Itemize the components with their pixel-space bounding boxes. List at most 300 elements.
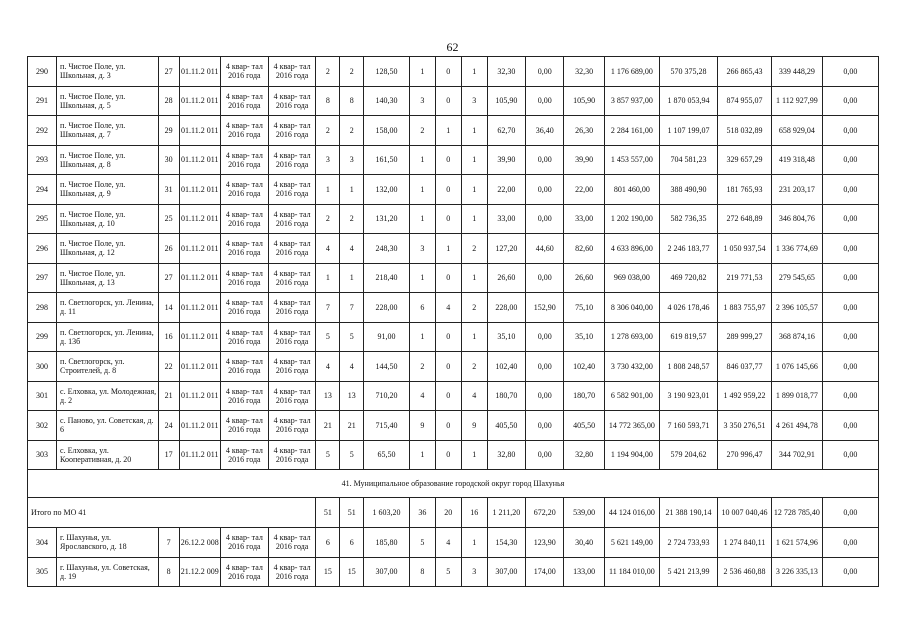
cell-s2: 1 808 248,57 <box>659 352 717 382</box>
cell-c6: 1 <box>461 145 487 175</box>
cell-s4: 231 203,17 <box>771 175 822 205</box>
cell-c5: 0 <box>435 352 461 382</box>
cell-a2: 44,60 <box>526 234 564 264</box>
cell-a2: 174,00 <box>526 557 564 587</box>
cell-c1: 24 <box>158 411 179 441</box>
cell-a1: 405,50 <box>487 411 525 441</box>
cell-area: 132,00 <box>364 175 410 205</box>
cell-c6: 1 <box>461 116 487 146</box>
total-cell: 16 <box>461 498 487 528</box>
total-cell: 44 124 016,00 <box>604 498 659 528</box>
cell-q1: 4 квар- тал 2016 года <box>221 528 269 558</box>
cell-a3: 105,90 <box>564 86 604 116</box>
housing-register-table <box>27 56 879 587</box>
cell-c3: 2 <box>340 57 364 87</box>
cell-addr: п. Чистое Поле, ул. Школьная, д. 13 <box>57 263 159 293</box>
cell-c1: 27 <box>158 57 179 87</box>
total-cell: 20 <box>435 498 461 528</box>
cell-addr: п. Чистое Поле, ул. Школьная, д. 12 <box>57 234 159 264</box>
cell-c4: 1 <box>409 263 435 293</box>
cell-s4: 4 261 494,78 <box>771 411 822 441</box>
cell-c3: 1 <box>340 175 364 205</box>
cell-c5: 5 <box>435 557 461 587</box>
cell-s5: 0,00 <box>822 204 878 234</box>
cell-c4: 9 <box>409 411 435 441</box>
cell-c4: 1 <box>409 57 435 87</box>
cell-a1: 22,00 <box>487 175 525 205</box>
cell-c5: 4 <box>435 293 461 323</box>
cell-c3: 21 <box>340 411 364 441</box>
cell-n: 301 <box>28 381 57 411</box>
cell-s1: 1 278 693,00 <box>604 322 659 352</box>
cell-c4: 1 <box>409 440 435 470</box>
cell-q2: 4 квар- тал 2016 года <box>268 322 316 352</box>
cell-s2: 388 490,90 <box>659 175 717 205</box>
cell-date: 01.11.2 011 <box>179 381 221 411</box>
total-cell: 21 388 190,14 <box>659 498 717 528</box>
cell-c3: 13 <box>340 381 364 411</box>
cell-area: 144,50 <box>364 352 410 382</box>
table-row <box>28 263 879 293</box>
cell-addr: п. Чистое Поле, ул. Школьная, д. 10 <box>57 204 159 234</box>
cell-s2: 3 190 923,01 <box>659 381 717 411</box>
cell-s4: 658 929,04 <box>771 116 822 146</box>
cell-s5: 0,00 <box>822 175 878 205</box>
cell-n: 293 <box>28 145 57 175</box>
cell-q1: 4 квар- тал 2016 года <box>221 57 269 87</box>
cell-date: 01.11.2 011 <box>179 293 221 323</box>
cell-a2: 123,90 <box>526 528 564 558</box>
cell-a3: 180,70 <box>564 381 604 411</box>
cell-s3: 219 771,53 <box>718 263 772 293</box>
cell-date: 01.11.2 011 <box>179 175 221 205</box>
cell-a3: 22,00 <box>564 175 604 205</box>
cell-s5: 0,00 <box>822 322 878 352</box>
cell-q2: 4 квар- тал 2016 года <box>268 381 316 411</box>
cell-n: 296 <box>28 234 57 264</box>
cell-area: 307,00 <box>364 557 410 587</box>
cell-date: 01.11.2 011 <box>179 86 221 116</box>
cell-q1: 4 квар- тал 2016 года <box>221 381 269 411</box>
cell-a1: 32,80 <box>487 440 525 470</box>
cell-s3: 1 492 959,22 <box>718 381 772 411</box>
cell-c2: 6 <box>316 528 340 558</box>
cell-s1: 4 633 896,00 <box>604 234 659 264</box>
cell-date: 01.11.2 011 <box>179 263 221 293</box>
cell-q2: 4 квар- тал 2016 года <box>268 86 316 116</box>
cell-s4: 339 448,29 <box>771 57 822 87</box>
cell-q1: 4 квар- тал 2016 года <box>221 293 269 323</box>
cell-q1: 4 квар- тал 2016 года <box>221 116 269 146</box>
cell-a2: 0,00 <box>526 352 564 382</box>
cell-n: 295 <box>28 204 57 234</box>
cell-c2: 2 <box>316 204 340 234</box>
cell-s3: 3 350 276,51 <box>718 411 772 441</box>
cell-addr: г. Шахунья, ул. Ярославского, д. 18 <box>57 528 159 558</box>
cell-c6: 1 <box>461 175 487 205</box>
cell-date: 01.11.2 011 <box>179 57 221 87</box>
cell-s1: 3 857 937,00 <box>604 86 659 116</box>
cell-q1: 4 квар- тал 2016 года <box>221 145 269 175</box>
cell-a2: 0,00 <box>526 440 564 470</box>
cell-c6: 1 <box>461 528 487 558</box>
cell-s1: 1 202 190,00 <box>604 204 659 234</box>
total-label: Итого по МО 41 <box>28 498 316 528</box>
cell-s5: 0,00 <box>822 557 878 587</box>
cell-a1: 307,00 <box>487 557 525 587</box>
cell-addr: п. Светлогорск, ул. Ленина, д. 11 <box>57 293 159 323</box>
total-cell: 12 728 785,40 <box>771 498 822 528</box>
cell-date: 01.11.2 011 <box>179 411 221 441</box>
cell-c5: 0 <box>435 145 461 175</box>
cell-s2: 570 375,28 <box>659 57 717 87</box>
page-number: 62 <box>446 40 459 54</box>
cell-s2: 4 026 178,46 <box>659 293 717 323</box>
cell-s1: 1 176 689,00 <box>604 57 659 87</box>
cell-c1: 30 <box>158 145 179 175</box>
table-row <box>28 528 879 558</box>
cell-s2: 2 724 733,93 <box>659 528 717 558</box>
cell-s3: 266 865,43 <box>718 57 772 87</box>
cell-c3: 3 <box>340 145 364 175</box>
cell-s3: 181 765,93 <box>718 175 772 205</box>
cell-a3: 33,00 <box>564 204 604 234</box>
total-row <box>28 498 879 528</box>
cell-n: 303 <box>28 440 57 470</box>
cell-s4: 1 899 018,77 <box>771 381 822 411</box>
cell-s4: 1 336 774,69 <box>771 234 822 264</box>
cell-c6: 2 <box>461 352 487 382</box>
table-row <box>28 145 879 175</box>
cell-s1: 11 184 010,00 <box>604 557 659 587</box>
cell-n: 297 <box>28 263 57 293</box>
table-row <box>28 57 879 87</box>
cell-c5: 0 <box>435 322 461 352</box>
cell-a3: 82,60 <box>564 234 604 264</box>
cell-a1: 154,30 <box>487 528 525 558</box>
cell-a1: 62,70 <box>487 116 525 146</box>
cell-s5: 0,00 <box>822 411 878 441</box>
cell-n: 305 <box>28 557 57 587</box>
cell-s1: 1 194 904,00 <box>604 440 659 470</box>
cell-c4: 5 <box>409 528 435 558</box>
cell-a2: 0,00 <box>526 204 564 234</box>
cell-s1: 14 772 365,00 <box>604 411 659 441</box>
cell-c5: 0 <box>435 263 461 293</box>
cell-area: 248,30 <box>364 234 410 264</box>
cell-s5: 0,00 <box>822 86 878 116</box>
cell-q2: 4 квар- тал 2016 года <box>268 57 316 87</box>
cell-addr: п. Чистое Поле, ул. Школьная, д. 8 <box>57 145 159 175</box>
total-cell: 1 211,20 <box>487 498 525 528</box>
cell-a1: 32,30 <box>487 57 525 87</box>
cell-date: 01.11.2 011 <box>179 204 221 234</box>
cell-q1: 4 квар- тал 2016 года <box>221 234 269 264</box>
cell-s5: 0,00 <box>822 57 878 87</box>
cell-c3: 4 <box>340 234 364 264</box>
cell-c1: 7 <box>158 528 179 558</box>
cell-addr: п. Чистое Поле, ул. Школьная, д. 5 <box>57 86 159 116</box>
cell-s1: 5 621 149,00 <box>604 528 659 558</box>
cell-a2: 0,00 <box>526 175 564 205</box>
cell-s3: 1 050 937,54 <box>718 234 772 264</box>
cell-a2: 0,00 <box>526 322 564 352</box>
total-cell: 51 <box>340 498 364 528</box>
cell-n: 304 <box>28 528 57 558</box>
cell-q2: 4 квар- тал 2016 года <box>268 204 316 234</box>
cell-a3: 133,00 <box>564 557 604 587</box>
table-body-top <box>28 57 879 470</box>
cell-s5: 0,00 <box>822 440 878 470</box>
cell-s2: 2 246 183,77 <box>659 234 717 264</box>
cell-s5: 0,00 <box>822 145 878 175</box>
cell-s4: 1 076 145,66 <box>771 352 822 382</box>
table-row <box>28 411 879 441</box>
table-body-bottom <box>28 528 879 587</box>
cell-c1: 31 <box>158 175 179 205</box>
cell-a1: 33,00 <box>487 204 525 234</box>
cell-s5: 0,00 <box>822 293 878 323</box>
cell-c6: 1 <box>461 263 487 293</box>
cell-q1: 4 квар- тал 2016 года <box>221 557 269 587</box>
cell-area: 710,20 <box>364 381 410 411</box>
cell-q1: 4 квар- тал 2016 года <box>221 86 269 116</box>
cell-c5: 1 <box>435 116 461 146</box>
cell-q1: 4 квар- тал 2016 года <box>221 411 269 441</box>
cell-s1: 3 730 432,00 <box>604 352 659 382</box>
cell-c2: 5 <box>316 440 340 470</box>
total-cell: 10 007 040,46 <box>718 498 772 528</box>
cell-c6: 2 <box>461 293 487 323</box>
cell-s3: 518 032,89 <box>718 116 772 146</box>
cell-date: 01.11.2 011 <box>179 440 221 470</box>
cell-s3: 329 657,29 <box>718 145 772 175</box>
cell-a2: 0,00 <box>526 411 564 441</box>
cell-c5: 0 <box>435 175 461 205</box>
cell-c2: 3 <box>316 145 340 175</box>
cell-c1: 27 <box>158 263 179 293</box>
cell-s4: 346 804,76 <box>771 204 822 234</box>
total-cell: 539,00 <box>564 498 604 528</box>
cell-c4: 3 <box>409 234 435 264</box>
cell-s2: 5 421 213,99 <box>659 557 717 587</box>
cell-date: 01.11.2 011 <box>179 352 221 382</box>
cell-c2: 8 <box>316 86 340 116</box>
cell-c4: 6 <box>409 293 435 323</box>
cell-area: 140,30 <box>364 86 410 116</box>
cell-s3: 270 996,47 <box>718 440 772 470</box>
cell-s1: 969 038,00 <box>604 263 659 293</box>
cell-date: 01.11.2 011 <box>179 234 221 264</box>
cell-c3: 7 <box>340 293 364 323</box>
cell-addr: п. Светлогорск, ул. Строителей, д. 8 <box>57 352 159 382</box>
total-cell: 36 <box>409 498 435 528</box>
cell-area: 218,40 <box>364 263 410 293</box>
cell-a1: 105,90 <box>487 86 525 116</box>
cell-date: 26.12.2 008 <box>179 528 221 558</box>
cell-s5: 0,00 <box>822 352 878 382</box>
cell-q2: 4 квар- тал 2016 года <box>268 293 316 323</box>
cell-q1: 4 квар- тал 2016 года <box>221 322 269 352</box>
cell-c4: 8 <box>409 557 435 587</box>
cell-area: 161,50 <box>364 145 410 175</box>
cell-c4: 1 <box>409 204 435 234</box>
cell-a1: 127,20 <box>487 234 525 264</box>
cell-q2: 4 квар- тал 2016 года <box>268 175 316 205</box>
cell-c5: 0 <box>435 440 461 470</box>
cell-a3: 26,30 <box>564 116 604 146</box>
table-row <box>28 381 879 411</box>
cell-s5: 0,00 <box>822 528 878 558</box>
table-row <box>28 86 879 116</box>
cell-c5: 0 <box>435 204 461 234</box>
cell-q2: 4 квар- тал 2016 года <box>268 145 316 175</box>
cell-c6: 3 <box>461 86 487 116</box>
cell-s3: 1 274 840,11 <box>718 528 772 558</box>
cell-c6: 1 <box>461 322 487 352</box>
total-cell: 1 603,20 <box>364 498 410 528</box>
cell-addr: п. Светлогорск, ул. Ленина, д. 13б <box>57 322 159 352</box>
cell-s5: 0,00 <box>822 381 878 411</box>
cell-area: 91,00 <box>364 322 410 352</box>
cell-addr: с. Паново, ул. Советская, д. 6 <box>57 411 159 441</box>
table-row <box>28 352 879 382</box>
cell-a1: 35,10 <box>487 322 525 352</box>
cell-a1: 102,40 <box>487 352 525 382</box>
total-cell: 672,20 <box>526 498 564 528</box>
cell-a1: 39,90 <box>487 145 525 175</box>
cell-date: 01.11.2 011 <box>179 322 221 352</box>
cell-a1: 180,70 <box>487 381 525 411</box>
cell-s1: 6 582 901,00 <box>604 381 659 411</box>
cell-s2: 1 107 199,07 <box>659 116 717 146</box>
cell-c2: 13 <box>316 381 340 411</box>
cell-a1: 228,00 <box>487 293 525 323</box>
cell-a2: 0,00 <box>526 263 564 293</box>
cell-n: 300 <box>28 352 57 382</box>
cell-area: 128,50 <box>364 57 410 87</box>
cell-s2: 579 204,62 <box>659 440 717 470</box>
cell-c3: 6 <box>340 528 364 558</box>
cell-c4: 2 <box>409 116 435 146</box>
cell-c3: 2 <box>340 204 364 234</box>
cell-c2: 1 <box>316 263 340 293</box>
cell-c5: 4 <box>435 528 461 558</box>
cell-q1: 4 квар- тал 2016 года <box>221 204 269 234</box>
cell-c2: 5 <box>316 322 340 352</box>
cell-c6: 1 <box>461 57 487 87</box>
cell-s5: 0,00 <box>822 116 878 146</box>
cell-a2: 0,00 <box>526 381 564 411</box>
cell-q2: 4 квар- тал 2016 года <box>268 116 316 146</box>
cell-n: 302 <box>28 411 57 441</box>
cell-c5: 0 <box>435 86 461 116</box>
cell-n: 291 <box>28 86 57 116</box>
cell-c1: 17 <box>158 440 179 470</box>
cell-c5: 0 <box>435 57 461 87</box>
cell-c6: 4 <box>461 381 487 411</box>
cell-c6: 1 <box>461 440 487 470</box>
cell-c2: 21 <box>316 411 340 441</box>
cell-c6: 1 <box>461 204 487 234</box>
cell-a2: 0,00 <box>526 57 564 87</box>
cell-a1: 26,60 <box>487 263 525 293</box>
cell-q1: 4 квар- тал 2016 года <box>221 175 269 205</box>
cell-addr: п. Чистое Поле, ул. Школьная, д. 9 <box>57 175 159 205</box>
cell-c1: 25 <box>158 204 179 234</box>
cell-s2: 1 870 053,94 <box>659 86 717 116</box>
cell-s4: 368 874,16 <box>771 322 822 352</box>
cell-a3: 405,50 <box>564 411 604 441</box>
cell-c4: 1 <box>409 175 435 205</box>
table-row <box>28 234 879 264</box>
table-row <box>28 175 879 205</box>
total-cell: 0,00 <box>822 498 878 528</box>
cell-s3: 874 955,07 <box>718 86 772 116</box>
total-cell: 51 <box>316 498 340 528</box>
cell-s1: 2 284 161,00 <box>604 116 659 146</box>
cell-addr: с. Елховка, ул. Молодежная, д. 2 <box>57 381 159 411</box>
cell-a3: 30,40 <box>564 528 604 558</box>
cell-a3: 32,30 <box>564 57 604 87</box>
cell-c1: 16 <box>158 322 179 352</box>
cell-n: 299 <box>28 322 57 352</box>
cell-c6: 3 <box>461 557 487 587</box>
cell-q2: 4 квар- тал 2016 года <box>268 440 316 470</box>
cell-a3: 102,40 <box>564 352 604 382</box>
cell-date: 01.11.2 011 <box>179 116 221 146</box>
table-row <box>28 204 879 234</box>
cell-c1: 14 <box>158 293 179 323</box>
cell-addr: п. Чистое Поле, ул. Школьная, д. 3 <box>57 57 159 87</box>
cell-a2: 152,90 <box>526 293 564 323</box>
cell-c4: 3 <box>409 86 435 116</box>
cell-area: 185,80 <box>364 528 410 558</box>
cell-c3: 4 <box>340 352 364 382</box>
cell-s3: 2 536 460,88 <box>718 557 772 587</box>
cell-s1: 801 460,00 <box>604 175 659 205</box>
cell-addr: п. Чистое Поле, ул. Школьная, д. 7 <box>57 116 159 146</box>
table-row <box>28 293 879 323</box>
cell-c1: 21 <box>158 381 179 411</box>
cell-s3: 272 648,89 <box>718 204 772 234</box>
cell-n: 292 <box>28 116 57 146</box>
cell-c3: 5 <box>340 322 364 352</box>
cell-c3: 2 <box>340 116 364 146</box>
cell-s3: 846 037,77 <box>718 352 772 382</box>
cell-s4: 419 318,48 <box>771 145 822 175</box>
cell-a2: 36,40 <box>526 116 564 146</box>
cell-c2: 1 <box>316 175 340 205</box>
cell-c2: 4 <box>316 234 340 264</box>
cell-a2: 0,00 <box>526 145 564 175</box>
cell-s4: 279 545,65 <box>771 263 822 293</box>
section-body <box>28 470 879 528</box>
cell-area: 228,00 <box>364 293 410 323</box>
table-row <box>28 116 879 146</box>
cell-date: 01.11.2 011 <box>179 145 221 175</box>
table-row <box>28 440 879 470</box>
section-title: 41. Муниципальное образование городской округ город Шахунья <box>28 470 879 498</box>
cell-a3: 35,10 <box>564 322 604 352</box>
cell-c1: 29 <box>158 116 179 146</box>
cell-s2: 469 720,82 <box>659 263 717 293</box>
cell-s2: 619 819,57 <box>659 322 717 352</box>
cell-c3: 1 <box>340 263 364 293</box>
cell-q2: 4 квар- тал 2016 года <box>268 557 316 587</box>
cell-s4: 2 396 105,57 <box>771 293 822 323</box>
cell-q1: 4 квар- тал 2016 года <box>221 440 269 470</box>
